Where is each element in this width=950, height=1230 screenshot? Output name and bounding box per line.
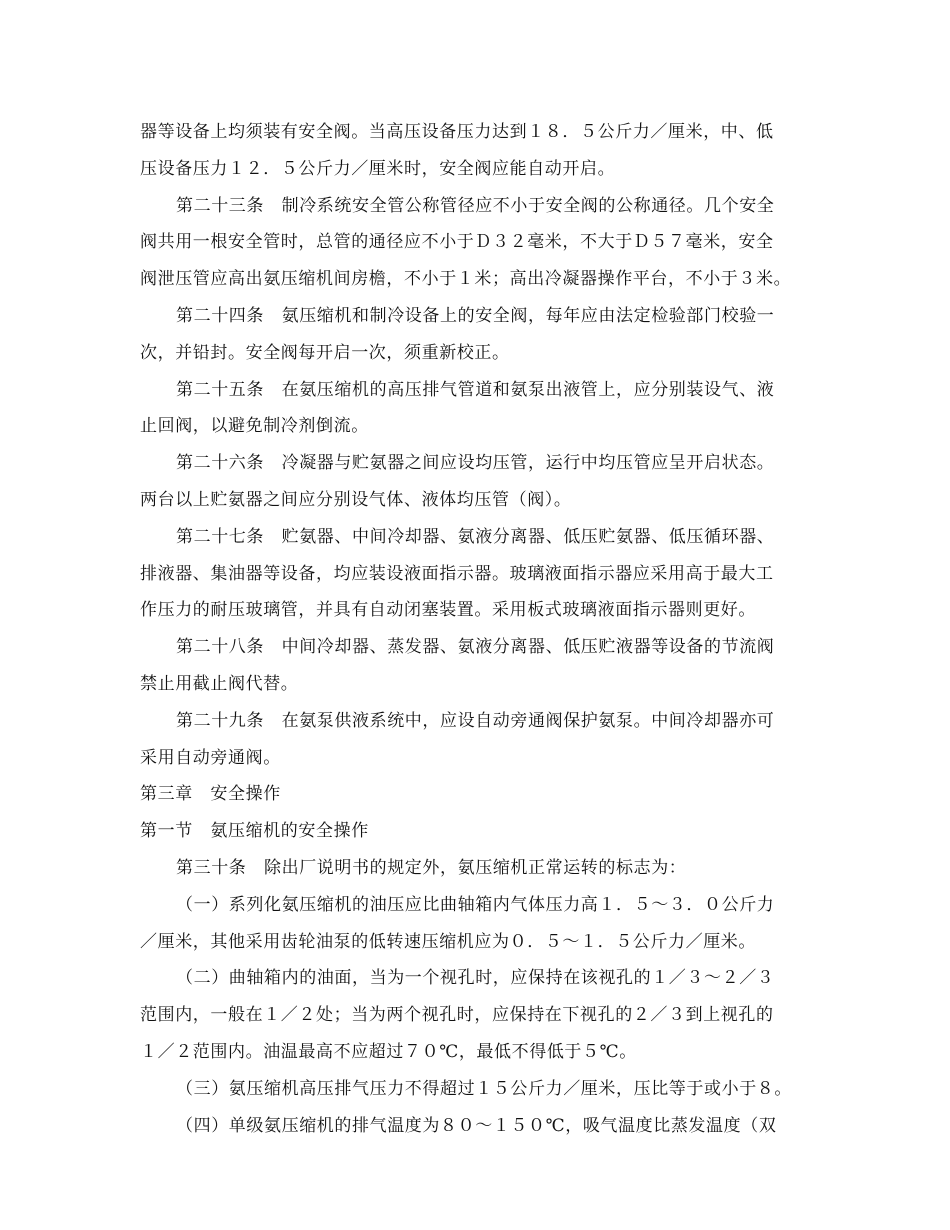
article-24-start: 第二十四条 氨压缩机和制冷设备上的安全阀，每年应由法定检验部门校验一 <box>176 305 775 326</box>
document-body <box>140 114 830 1144</box>
article-29-start: 第二十九条 在氨泵供液系统中，应设自动旁通阀保护氨泵。中间冷却器亦可 <box>176 710 775 731</box>
article-25-start: 第二十五条 在氨压缩机的高压排气管道和氨泵出液管上，应分别装设气、液 <box>176 379 775 400</box>
body-text-line: 禁止用截止阀代替。 <box>140 673 299 694</box>
article-27-start: 第二十七条 贮氨器、中间冷却器、氨液分离器、低压贮氨器、低压循环器、 <box>176 526 775 547</box>
body-text-line: 器等设备上均须装有安全阀。当高压设备压力达到１８．５公斤力／厘米，中、低 <box>140 122 774 142</box>
list-item-3: （三）氨压缩机高压排气压力不得超过１５公斤力／厘米，压比等于或小于８。 <box>176 1078 792 1099</box>
body-text-line: 排液器、集油器等设备，均应装设液面指示器。玻璃液面指示器应采用高于最大工 <box>140 563 774 584</box>
body-text-line: 阀共用一根安全管时，总管的通径应不小于Ｄ３２毫米，不大于Ｄ５７毫米，安全 <box>140 232 774 253</box>
chapter-heading: 第三章 安全操作 <box>140 784 281 805</box>
list-item-1: （一）系列化氨压缩机的油压应比曲轴箱内气体压力高１．５～３．０公斤力 <box>176 894 775 915</box>
body-text-line: ／厘米，其他采用齿轮油泵的低转速压缩机应为０．５～１．５公斤力／厘米。 <box>140 931 756 952</box>
section-heading: 第一节 氨压缩机的安全操作 <box>140 821 369 842</box>
body-text-line: １／２范围内。油温最高不应超过７０℃，最低不得低于５℃。 <box>140 1041 637 1062</box>
list-item-2: （二）曲轴箱内的油面，当为一个视孔时，应保持在该视孔的１／３～２／３ <box>176 968 775 989</box>
body-text-line: 范围内，一般在１／２处；当为两个视孔时，应保持在下视孔的２／３到上视孔的 <box>140 1005 774 1026</box>
article-26-start: 第二十六条 冷凝器与贮氨器之间应设均压管，运行中均压管应呈开启状态。 <box>176 453 775 474</box>
body-text-line: 止回阀，以避免制冷剂倒流。 <box>140 416 369 437</box>
body-text-line: 采用自动旁通阀。 <box>140 747 281 768</box>
body-text-line: 两台以上贮氨器之间应分别设气体、液体均压管（阀）。 <box>140 489 572 510</box>
body-text-line: 压设备压力１２．５公斤力／厘米时，安全阀应能自动开启。 <box>140 158 616 179</box>
list-item-4: （四）单级氨压缩机的排气温度为８０～１５０℃，吸气温度比蒸发温度（双 <box>176 1115 777 1136</box>
article-28-start: 第二十八条 中间冷却器、蒸发器、氨液分离器、低压贮液器等设备的节流阀 <box>176 637 775 658</box>
body-text-line: 次，并铅封。安全阀每开启一次，须重新校正。 <box>140 342 510 363</box>
article-23-start: 第二十三条 制冷系统安全管公称管径应不小于安全阀的公称通径。几个安全 <box>176 195 775 216</box>
article-30-start: 第三十条 除出厂说明书的规定外，氨压缩机正常运转的标志为： <box>176 857 687 878</box>
body-text-line: 阀泄压管应高出氨压缩机间房檐，不小于１米；高出冷凝器操作平台，不小于３米。 <box>140 269 792 290</box>
body-text-line: 作压力的耐压玻璃管，并具有自动闭塞装置。采用板式玻璃液面指示器则更好。 <box>140 600 756 621</box>
